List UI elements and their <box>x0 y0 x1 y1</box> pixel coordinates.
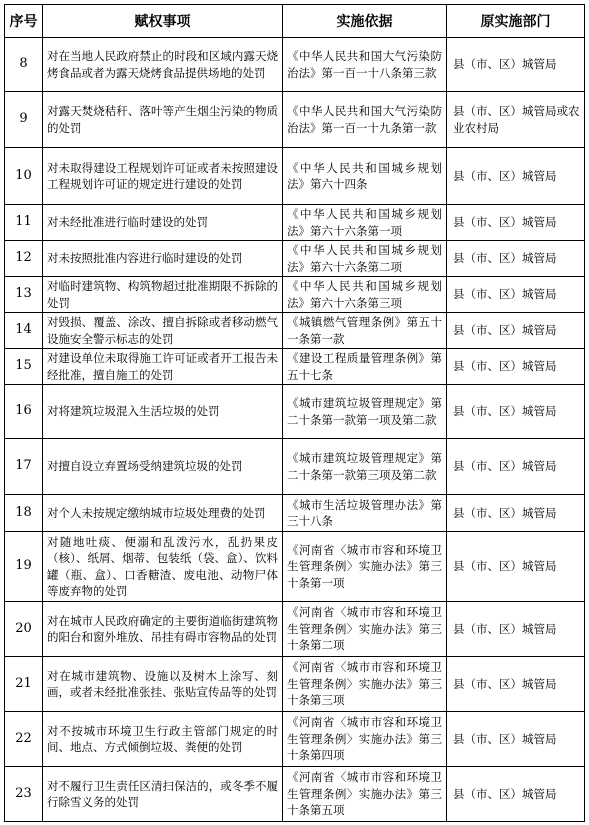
row-item: 对在当地人民政府禁止的时段和区域内露天烧烤食品或者为露天烧烤食品提供场地的处罚 <box>43 38 283 92</box>
row-dept: 县（市、区）城管局 <box>447 657 585 712</box>
row-item: 对未取得建设工程规划许可证或者未按照建设工程规划许可证的规定进行建设的处罚 <box>43 148 283 205</box>
row-dept: 县（市、区）城管局或农业农村局 <box>447 92 585 148</box>
row-number: 14 <box>5 313 43 349</box>
authority-table <box>4 4 585 822</box>
row-dept: 县（市、区）城管局 <box>447 313 585 349</box>
row-item: 对临时建筑物、构筑物超过批准期限不拆除的处罚 <box>43 277 283 313</box>
row-item: 对未经批准进行临时建设的处罚 <box>43 205 283 241</box>
row-number: 8 <box>5 38 43 92</box>
row-basis: 《中华人民共和国城乡规划法》第六十四条 <box>283 148 447 205</box>
row-basis: 《城市生活垃圾管理办法》第三十八条 <box>283 495 447 532</box>
table-row <box>5 92 585 148</box>
row-dept: 县（市、区）城管局 <box>447 495 585 532</box>
row-dept: 县（市、区）城管局 <box>447 602 585 657</box>
row-dept: 县（市、区）城管局 <box>447 439 585 495</box>
row-number: 19 <box>5 532 43 602</box>
row-item: 对在城市建筑物、设施以及树木上涂写、刻画，或者未经批准张挂、张贴宣传品等的处罚 <box>43 657 283 712</box>
table-row <box>5 313 585 349</box>
table-row <box>5 657 585 712</box>
row-item: 对在城市人民政府确定的主要街道临街建筑物的阳台和窗外堆放、吊挂有碍市容物品的处罚 <box>43 602 283 657</box>
row-item: 对不按城市环境卫生行政主管部门规定的时间、地点、方式倾倒垃圾、粪便的处罚 <box>43 712 283 767</box>
row-basis: 《河南省〈城市市容和环境卫生管理条例〉实施办法》第三十条第五项 <box>283 767 447 822</box>
row-item: 对露天焚烧秸秆、落叶等产生烟尘污染的物质的处罚 <box>43 92 283 148</box>
table-row <box>5 495 585 532</box>
row-number: 15 <box>5 349 43 385</box>
table-row <box>5 439 585 495</box>
header-basis: 实施依据 <box>283 5 447 38</box>
row-dept: 县（市、区）城管局 <box>447 205 585 241</box>
row-dept: 县（市、区）城管局 <box>447 38 585 92</box>
row-dept: 县（市、区）城管局 <box>447 349 585 385</box>
row-number: 11 <box>5 205 43 241</box>
row-item: 对擅自设立弃置场受纳建筑垃圾的处罚 <box>43 439 283 495</box>
row-basis: 《河南省〈城市市容和环境卫生管理条例〉实施办法》第三十条第三项 <box>283 657 447 712</box>
row-number: 10 <box>5 148 43 205</box>
table-row <box>5 712 585 767</box>
row-number: 9 <box>5 92 43 148</box>
row-dept: 县（市、区）城管局 <box>447 148 585 205</box>
row-dept: 县（市、区）城管局 <box>447 532 585 602</box>
table-row <box>5 349 585 385</box>
row-item: 对将建筑垃圾混入生活垃圾的处罚 <box>43 385 283 439</box>
row-basis: 《中华人民共和国大气污染防治法》第一百一十八条第三款 <box>283 38 447 92</box>
row-basis: 《城镇燃气管理条例》第五十一条第一款 <box>283 313 447 349</box>
row-dept: 县（市、区）城管局 <box>447 385 585 439</box>
row-basis: 《河南省〈城市市容和环境卫生管理条例〉实施办法》第三十条第二项 <box>283 602 447 657</box>
table-row <box>5 532 585 602</box>
table-row <box>5 602 585 657</box>
header-item: 赋权事项 <box>43 5 283 38</box>
row-item: 对个人未按规定缴纳城市垃圾处理费的处罚 <box>43 495 283 532</box>
table-row <box>5 205 585 241</box>
row-dept: 县（市、区）城管局 <box>447 241 585 277</box>
document-page <box>4 4 585 822</box>
row-basis: 《城市建筑垃圾管理规定》第二十条第一款第一项及第二款 <box>283 385 447 439</box>
header-dept: 原实施部门 <box>447 5 585 38</box>
row-item: 对不履行卫生责任区清扫保洁的，或冬季不履行除雪义务的处罚 <box>43 767 283 822</box>
row-basis: 《建设工程质量管理条例》第五十七条 <box>283 349 447 385</box>
row-dept: 县（市、区）城管局 <box>447 767 585 822</box>
row-item: 对毁损、覆盖、涂改、擅自拆除或者移动燃气设施安全警示标志的处罚 <box>43 313 283 349</box>
row-number: 13 <box>5 277 43 313</box>
row-number: 16 <box>5 385 43 439</box>
row-number: 21 <box>5 657 43 712</box>
row-basis: 《城市建筑垃圾管理规定》第二十条第一款第三项及第二款 <box>283 439 447 495</box>
row-basis: 《中华人民共和国大气污染防治法》第一百一十九条第一款 <box>283 92 447 148</box>
row-basis: 《中华人民共和国城乡规划法》第六十六条第一项 <box>283 205 447 241</box>
row-number: 18 <box>5 495 43 532</box>
row-item: 对随地吐痰、便溺和乱泼污水，乱扔果皮（核）、纸屑、烟蒂、包装纸（袋、盒）、饮料罐（瓶、盒）、口香糖渣、废电池、动物尸体等废弃物的处罚 <box>43 532 283 602</box>
row-number: 23 <box>5 767 43 822</box>
row-item: 对未按照批准内容进行临时建设的处罚 <box>43 241 283 277</box>
row-number: 22 <box>5 712 43 767</box>
table-header-row <box>5 5 585 38</box>
table-row <box>5 767 585 822</box>
header-no: 序号 <box>5 5 43 38</box>
row-dept: 县（市、区）城管局 <box>447 712 585 767</box>
row-dept: 县（市、区）城管局 <box>447 277 585 313</box>
row-basis: 《河南省〈城市市容和环境卫生管理条例〉实施办法》第三十条第四项 <box>283 712 447 767</box>
row-basis: 《河南省〈城市市容和环境卫生管理条例〉实施办法》第三十条第一项 <box>283 532 447 602</box>
row-number: 17 <box>5 439 43 495</box>
table-row <box>5 277 585 313</box>
row-basis: 《中华人民共和国城乡规划法》第六十六条第二项 <box>283 241 447 277</box>
row-basis: 《中华人民共和国城乡规划法》第六十六条第三项 <box>283 277 447 313</box>
table-row <box>5 241 585 277</box>
row-number: 20 <box>5 602 43 657</box>
row-item: 对建设单位未取得施工许可证或者开工报告未经批准，擅自施工的处罚 <box>43 349 283 385</box>
table-row <box>5 385 585 439</box>
table-row <box>5 148 585 205</box>
table-row <box>5 38 585 92</box>
row-number: 12 <box>5 241 43 277</box>
